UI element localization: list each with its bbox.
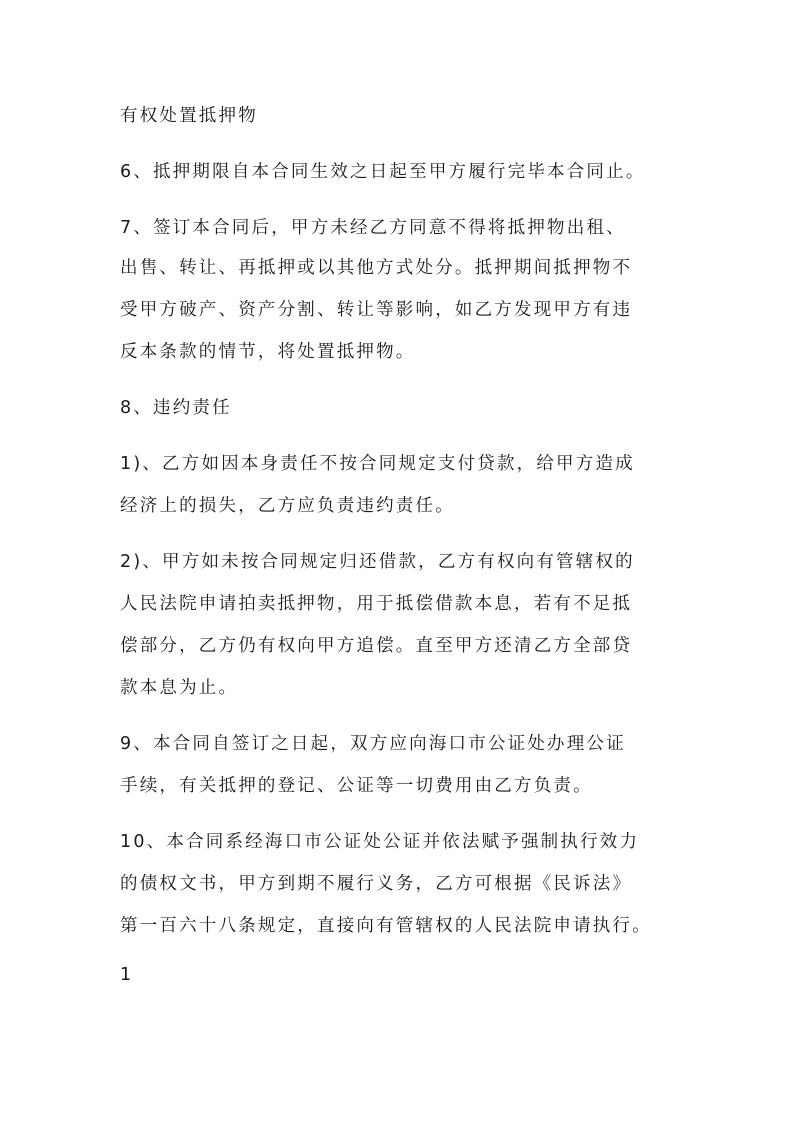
text-line: 款本息为止。 [120, 678, 239, 698]
text-line: 7、签订本合同后，甲方未经乙方同意不得将抵押物出租、 [120, 218, 626, 238]
text-line: 有权处置抵押物 [120, 106, 258, 126]
text-line: 第一百六十八条规定，直接向有管辖权的人民法院申请执行。 [120, 916, 652, 936]
text-line: 6、抵押期限自本合同生效之日起至甲方履行完毕本合同止。 [120, 162, 646, 182]
text-line: 人民法院申请拍卖抵押物，用于抵偿借款本息，若有不足抵 [120, 594, 633, 614]
text-line: 受甲方破产、资产分割、转让等影响，如乙方发现甲方有违 [120, 300, 633, 320]
text-line: 1)、乙方如因本身责任不按合同规定支付贷款，给甲方造成 [120, 454, 635, 474]
text-line: 10、本合同系经海口市公证处公证并依法赋予强制执行效力 [120, 832, 640, 852]
text-line: 偿部分，乙方仍有权向甲方追偿。直至甲方还清乙方全部贷 [120, 636, 633, 656]
text-line: 9、本合同自签订之日起，双方应向海口市公证处办理公证 [120, 734, 626, 754]
text-line: 手续，有关抵押的登记、公证等一切费用由乙方负责。 [120, 776, 593, 796]
text-line: 出售、转让、再抵押或以其他方式处分。抵押期间抵押物不 [120, 258, 633, 278]
text-line: 经济上的损失，乙方应负责违约责任。 [120, 496, 455, 516]
page-number: 1 [120, 965, 132, 985]
text-line: 的债权文书，甲方到期不履行义务，乙方可根据《民诉法》 [120, 874, 633, 894]
section-heading: 8、违约责任 [120, 398, 232, 418]
text-line: 2)、甲方如未按合同规定归还借款，乙方有权向有管辖权的 [120, 552, 635, 572]
text-line: 反本条款的情节，将处置抵押物。 [120, 342, 416, 362]
